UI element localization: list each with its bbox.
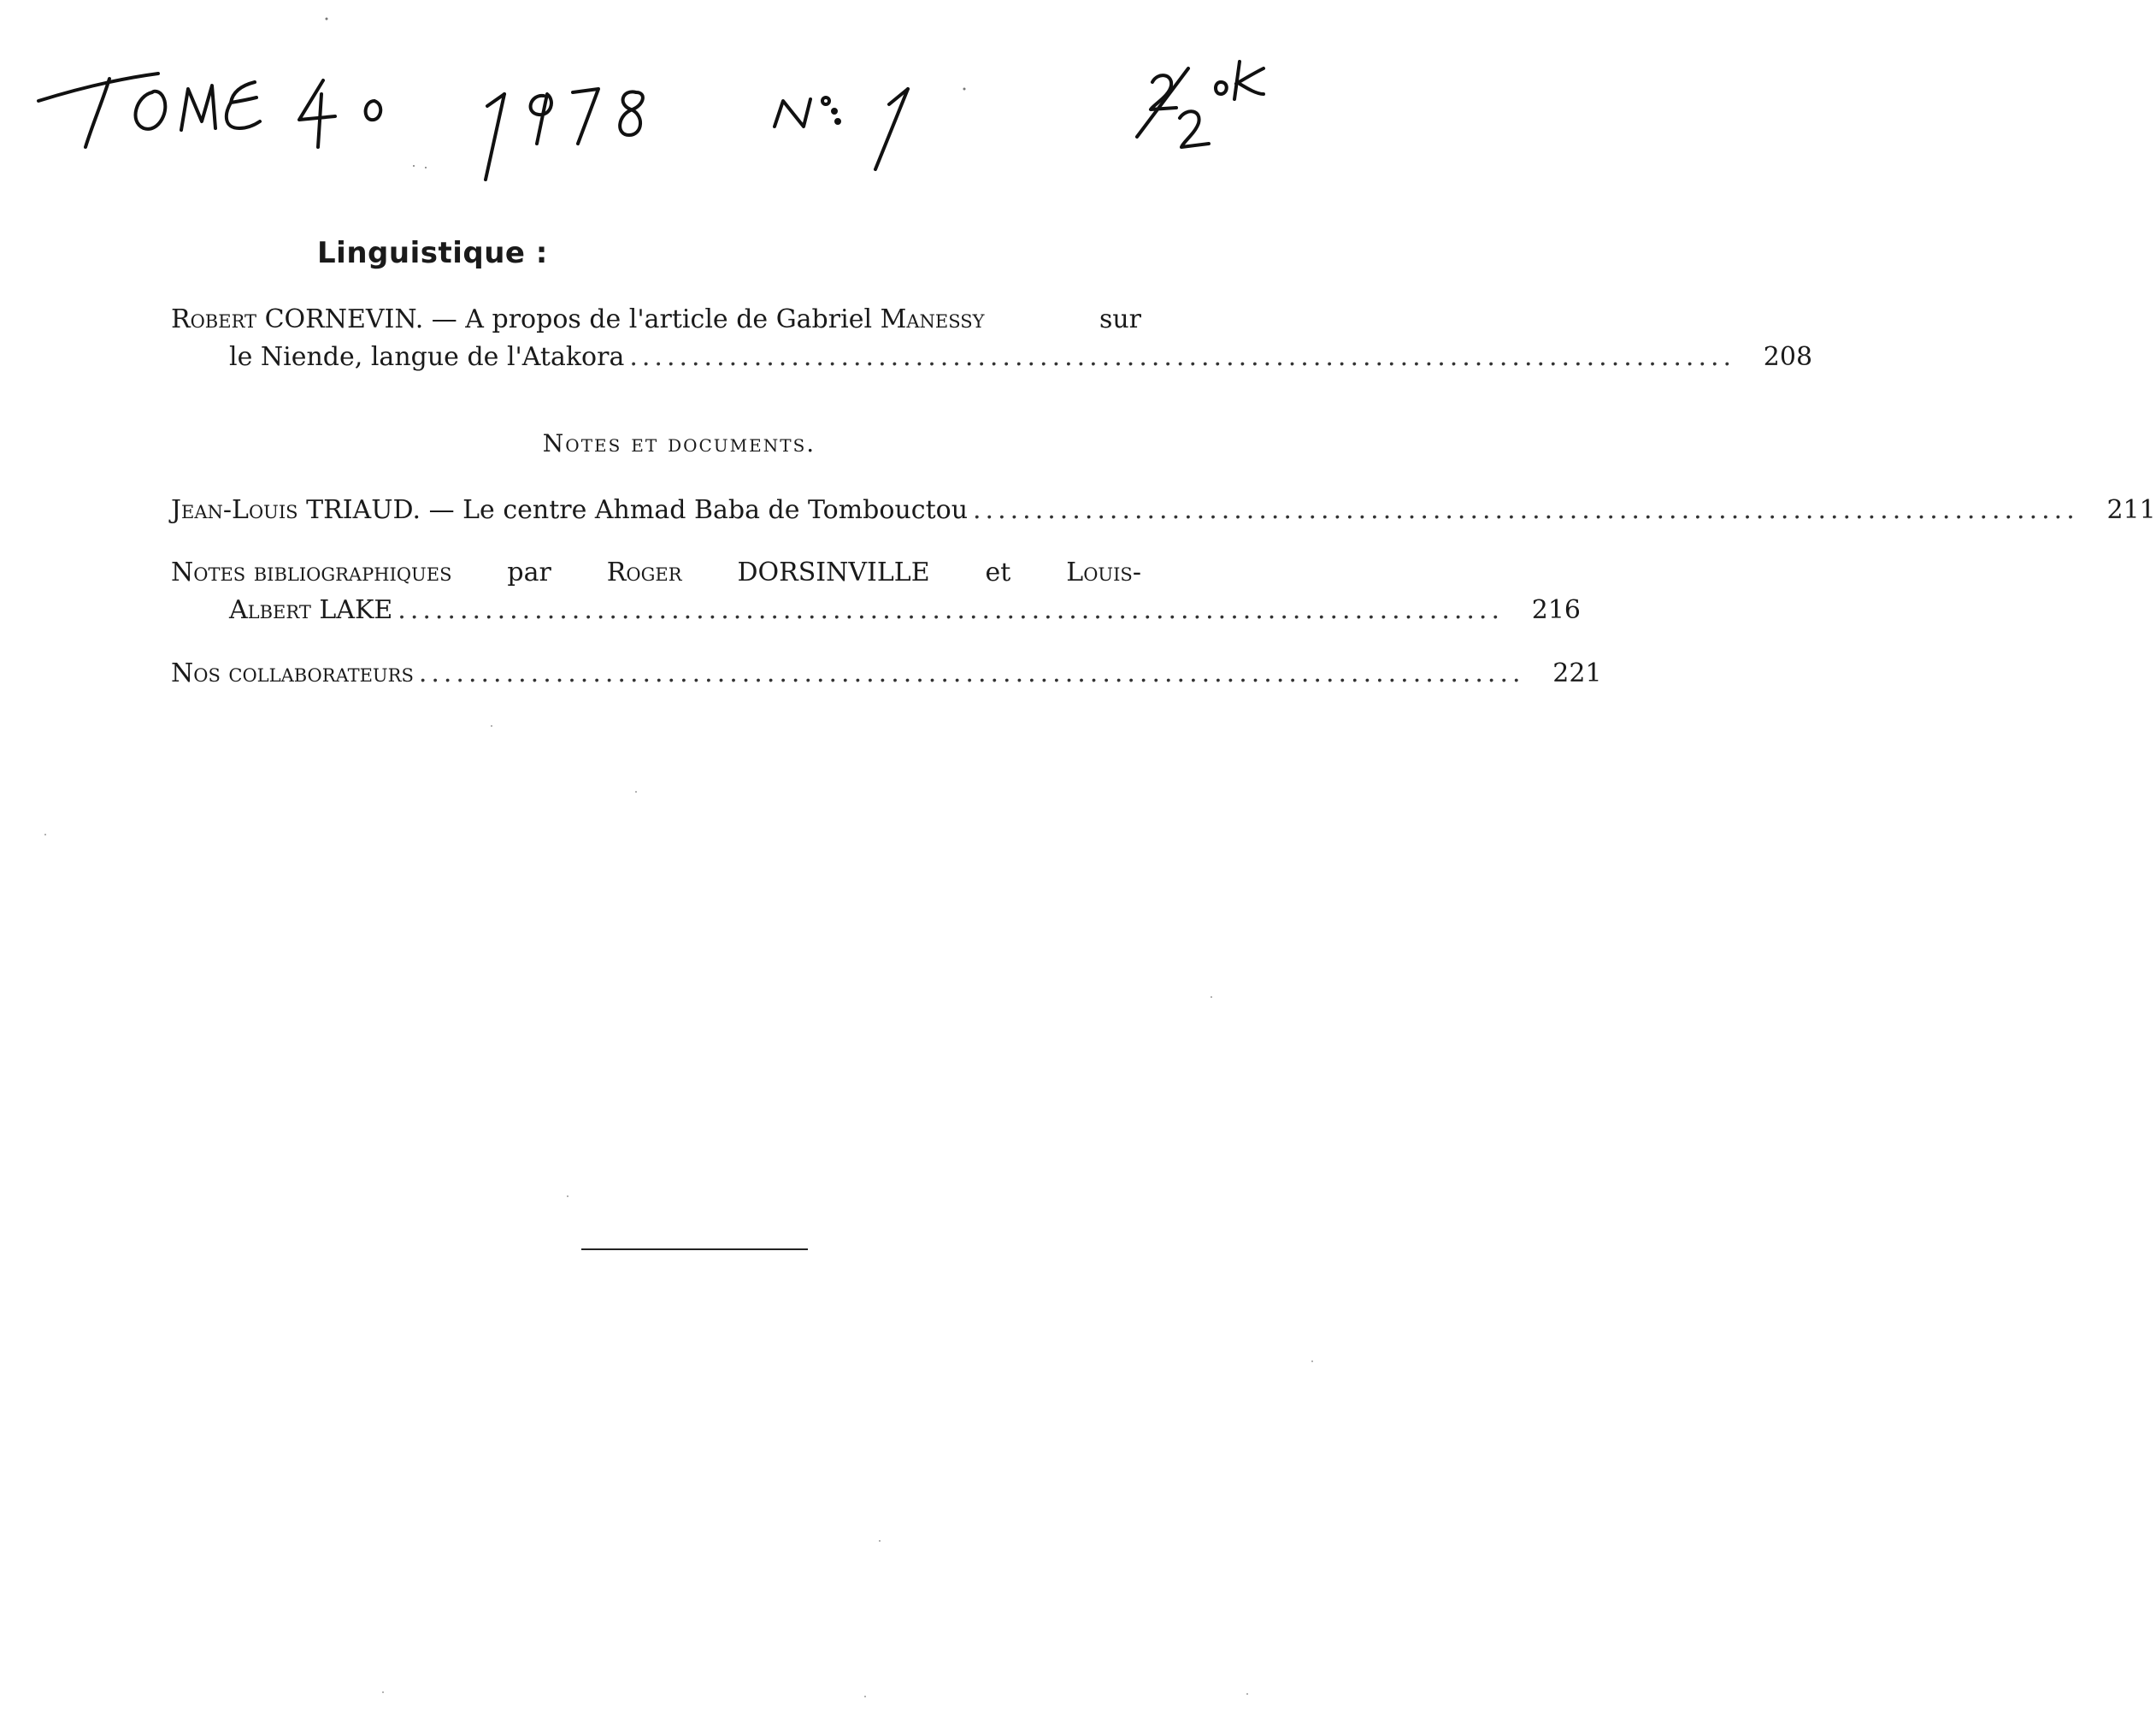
handwritten-annotation <box>0 0 1324 197</box>
dot-leader: ......................................................................................... <box>418 658 1525 688</box>
scan-speck <box>1311 1360 1313 1362</box>
author-last-name: CORNEVIN <box>264 304 415 334</box>
section-heading-notes-documents: Notes et documents. <box>542 429 816 457</box>
scan-speck <box>567 1195 568 1197</box>
entry-title-continued: le Niende, langue de l'Atakora <box>229 342 625 372</box>
handwriting-drawing <box>0 0 1324 197</box>
dot-leader: ......................................................................................... <box>973 495 2079 525</box>
scan-speck <box>1246 1693 1248 1695</box>
toc-entry-line <box>171 492 2156 529</box>
entry-label: Notes bibliographiques <box>171 558 452 587</box>
scan-speck <box>864 1696 866 1697</box>
scan-speck <box>879 1540 881 1542</box>
page-number: 211 <box>2106 495 2156 525</box>
closing-rule <box>581 1248 808 1250</box>
dot-leader: ......................................................................................... <box>629 342 1736 372</box>
page-number: 208 <box>1763 342 1813 372</box>
page-number: 216 <box>1531 595 1581 625</box>
toc-entry-line <box>171 301 1218 339</box>
author-first-name: Jean-Louis <box>171 495 298 525</box>
toc-entry-line <box>171 554 1218 592</box>
scan-speck <box>491 725 492 727</box>
page-number: 221 <box>1552 658 1602 688</box>
toc-entry-notes-bibliographiques <box>171 554 1581 629</box>
toc-entry-cornevin <box>171 301 1813 376</box>
entry-title-end: sur <box>1099 304 1141 334</box>
scan-speck <box>44 834 46 835</box>
author-first-name: Albert <box>229 595 311 625</box>
author-first-name: Roger <box>606 558 682 587</box>
cited-author-name: Manessy <box>880 304 985 334</box>
entry-title: . — A propos de l'article de Gabriel <box>415 304 873 334</box>
scan-speck <box>1211 996 1212 998</box>
entry-title: . — Le centre Ahmad Baba de Tombouctou <box>412 495 969 525</box>
entry-et: et <box>985 558 1011 587</box>
toc-entry-triaud <box>171 492 2156 529</box>
toc-entry-line <box>171 339 1813 376</box>
author-first-name: Louis- <box>1066 558 1141 587</box>
entry-par: par <box>507 558 551 587</box>
scan-speck <box>635 791 637 793</box>
toc-entry-nos-collaborateurs <box>171 655 1602 693</box>
dot-leader: ......................................................................................... <box>398 595 1504 625</box>
author-last-name: TRIAUD <box>306 495 413 525</box>
author-first-name: Robert <box>171 304 257 334</box>
entry-label: Nos collaborateurs <box>171 658 414 688</box>
author-last-name: DORSINVILLE <box>737 558 930 587</box>
toc-entry-line <box>171 592 1581 629</box>
scan-speck <box>382 1691 384 1693</box>
section-heading-linguistique: Linguistique : <box>317 236 548 270</box>
toc-entry-line <box>171 655 1602 693</box>
author-last-name: LAKE <box>319 595 393 625</box>
